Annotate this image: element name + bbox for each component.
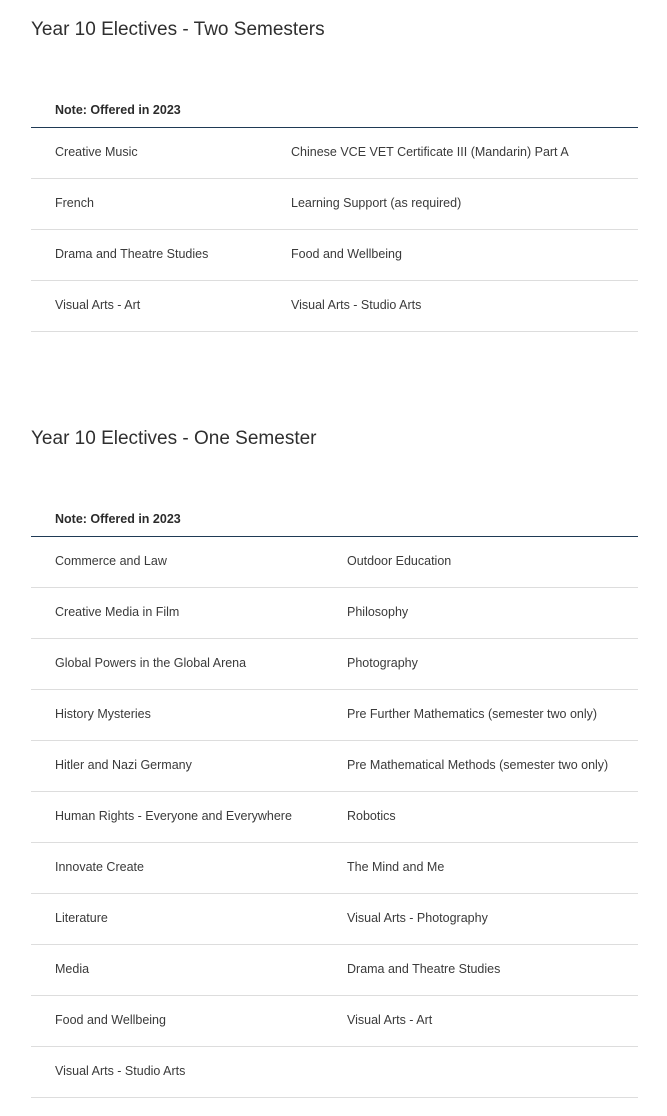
elective-name: Visual Arts - Art (347, 1013, 433, 1027)
elective-name: Learning Support (as required) (291, 196, 462, 210)
table-row (31, 894, 638, 945)
elective-name: The Mind and Me (347, 860, 445, 874)
elective-name: Pre Further Mathematics (semester two only) (347, 707, 598, 721)
elective-name: Visual Arts - Studio Arts (55, 1064, 186, 1078)
table-row (31, 996, 638, 1047)
table-row (31, 179, 638, 230)
elective-name: Human Rights - Everyone and Everywhere (55, 809, 292, 823)
elective-name: Creative Media in Film (55, 605, 180, 619)
table-row (31, 128, 638, 179)
electives-table (31, 537, 638, 1098)
elective-name: Philosophy (347, 605, 409, 619)
elective-name: Food and Wellbeing (55, 1013, 166, 1027)
elective-name: Pre Mathematical Methods (semester two only) (347, 758, 609, 772)
table-row (31, 945, 638, 996)
elective-name: Visual Arts - Photography (347, 911, 488, 925)
elective-name: Literature (55, 911, 108, 925)
table-row (31, 230, 638, 281)
table-row (31, 741, 638, 792)
elective-name: French (55, 196, 94, 210)
elective-name: Robotics (347, 809, 396, 823)
elective-name: Outdoor Education (347, 554, 452, 568)
table-row (31, 690, 638, 741)
elective-name: Creative Music (55, 145, 138, 159)
table-row (31, 281, 638, 332)
offered-note: Note: Offered in 2023 (55, 103, 181, 117)
table-row (31, 639, 638, 690)
elective-name: Media (55, 962, 90, 976)
table-row (31, 1047, 638, 1098)
elective-name: Drama and Theatre Studies (347, 962, 501, 976)
offered-note: Note: Offered in 2023 (55, 512, 181, 526)
table-header (31, 496, 638, 537)
elective-name: Photography (347, 656, 418, 670)
table-row (31, 537, 638, 588)
table-row (31, 843, 638, 894)
elective-name: Visual Arts - Studio Arts (291, 298, 422, 312)
elective-name: Innovate Create (55, 860, 144, 874)
elective-name: Drama and Theatre Studies (55, 247, 209, 261)
elective-name: Chinese VCE VET Certificate III (Mandarin) Part A (291, 145, 569, 159)
table-row (31, 588, 638, 639)
elective-name: Commerce and Law (55, 554, 167, 568)
section-title: Year 10 Electives - One Semester (31, 428, 317, 449)
electives-table (31, 128, 638, 332)
elective-name: Food and Wellbeing (291, 247, 402, 261)
table-header (31, 87, 638, 128)
elective-name: Visual Arts - Art (55, 298, 141, 312)
elective-name: Hitler and Nazi Germany (55, 758, 192, 772)
section-title: Year 10 Electives - Two Semesters (31, 19, 325, 40)
elective-name: Global Powers in the Global Arena (55, 656, 247, 670)
table-row (31, 792, 638, 843)
elective-name: History Mysteries (55, 707, 151, 721)
